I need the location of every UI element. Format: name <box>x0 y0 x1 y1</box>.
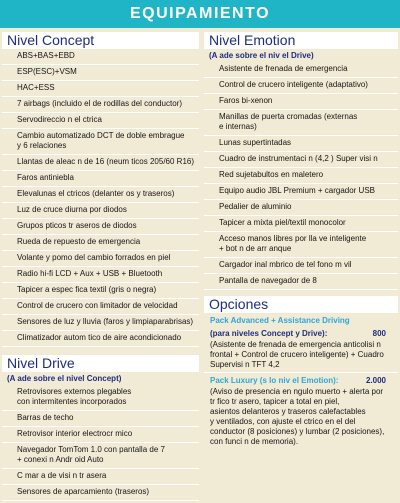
drive-item-text: Barras de techo <box>17 413 74 422</box>
concept-item-text: Climatizador autom tico de aire acondicionado <box>17 333 182 342</box>
emotion-list-item <box>204 110 398 136</box>
emotion-item-text: Pedalier de aluminio <box>219 202 292 211</box>
drive-item-text: Retrovisor interior electrocr mico <box>17 429 133 438</box>
emotion-item-text: Pantalla de navegador de 8 <box>219 276 317 285</box>
concept-list-item <box>2 315 199 331</box>
emotion-item-text: Control de crucero inteligente (adaptativo) <box>219 80 368 89</box>
concept-list-item <box>2 97 199 113</box>
emotion-item-text: Equipo audio JBL Premium + cargador USB <box>219 186 376 195</box>
drive-list <box>2 385 199 501</box>
emotion-item-text: Faros bi-xenon <box>219 96 273 105</box>
emotion-list-item <box>204 232 398 258</box>
pack-title-line <box>204 313 398 326</box>
emotion-item-text: e internas) <box>219 122 257 131</box>
concept-list-item <box>2 113 199 129</box>
emotion-item-text: Manillas de puerta cromadas (externas <box>219 112 358 121</box>
emotion-item-text: Acceso manos libres por lla ve inteligente <box>219 234 367 243</box>
emotion-list-item <box>204 168 398 184</box>
drive-list-item <box>2 411 199 427</box>
concept-item-text: ESP(ESC)+VSM <box>17 67 77 76</box>
emotion-list-item <box>204 216 398 232</box>
pack-name: (para niveles Concept y Drive): <box>210 329 328 338</box>
opciones-list <box>204 313 398 449</box>
concept-item-text: Volante y pomo del cambio forrados en piel <box>17 253 171 262</box>
concept-item-text: Faros antiniebla <box>17 173 74 182</box>
concept-list-item <box>2 235 199 251</box>
emotion-item-text: + bot n de arr anque <box>219 244 292 253</box>
concept-item-text: Tapicer a espec fica textil (gris o negra) <box>17 285 157 294</box>
emotion-item-text: Lunas supertintadas <box>219 138 292 147</box>
concept-item-text: Rueda de repuesto de emergencia <box>17 237 141 246</box>
equipment-body <box>0 28 400 503</box>
concept-list-item <box>2 219 199 235</box>
pack-name: Pack Luxury (s lo niv el Emotion): <box>210 376 339 385</box>
pack-description-line: y ventilados, con ajuste el ctrico en el del <box>210 417 356 426</box>
pack-description-line: (Asistente de frenada de emergencia anticolisi n <box>210 340 381 349</box>
pack-description <box>204 339 398 372</box>
concept-list-item <box>2 203 199 219</box>
concept-list-item <box>2 49 199 65</box>
emotion-item-text: Cargador inal mbrico de tel fono m vil <box>219 260 352 269</box>
drive-list-item <box>2 427 199 443</box>
concept-list-item <box>2 187 199 203</box>
pack-description-line: conductor (8 posiciones) y lumbar (2 posiciones), <box>210 427 385 436</box>
pack-description-line: tr fico tr asero, tapicer a total en piel, <box>210 397 340 406</box>
drive-item-text: C mar a de visi n tr asera <box>17 471 107 480</box>
equipment-header <box>0 0 400 28</box>
concept-list-item <box>2 65 199 81</box>
emotion-list-item <box>204 136 398 152</box>
concept-list-item <box>2 155 199 171</box>
concept-list-item <box>2 251 199 267</box>
emotion-list-item <box>204 152 398 168</box>
concept-item-text: Cambio automatizado DCT de doble embrague <box>17 131 185 140</box>
emotion-list-item <box>204 94 398 110</box>
concept-title: Nivel Concept <box>2 32 199 49</box>
emotion-item-text: Cuadro de instrumentaci n (4,2 ) Super visi n <box>219 154 378 163</box>
emotion-list-item <box>204 184 398 200</box>
concept-list-item <box>2 299 199 315</box>
drive-title: Nivel Drive <box>2 355 199 372</box>
drive-item-text: Sensores de aparcamiento (traseros) <box>17 487 150 496</box>
drive-list-item <box>2 385 199 411</box>
pack-price: 2.000 <box>365 376 386 385</box>
emotion-title: Nivel Emotion <box>204 32 398 49</box>
concept-list-item <box>2 267 199 283</box>
drive-item-text: Navegador TomTom 1.0 con pantalla de 7 <box>17 445 165 454</box>
pack-name: Pack Advanced + Assistance Driving <box>210 316 350 325</box>
pack-description-line: Supervisi n TFT 4,2 <box>210 360 280 369</box>
pack-description-line: (Aviso de presencia en ngulo muerto + alerta por <box>210 387 384 396</box>
concept-list-item <box>2 129 199 155</box>
concept-item-text: Luz de cruce diurna por diodos <box>17 205 127 214</box>
emotion-list-item <box>204 258 398 274</box>
left-column <box>2 28 199 501</box>
concept-item-text: HAC+ESS <box>17 83 55 92</box>
pack-title-line <box>204 326 398 339</box>
concept-item-text: Elevalunas el ctricos (delanter os y traseros) <box>17 189 175 198</box>
drive-item-text: con intermitentes incorporados <box>17 397 127 406</box>
pack-description-line: frontal + Control de crucero inteligente) + Cuadro <box>210 350 384 359</box>
emotion-item-text: Tapicer a mixta piel/textil monocolor <box>219 218 346 227</box>
drive-list-item <box>2 469 199 485</box>
pack-title-line <box>204 373 398 386</box>
emotion-subtitle: (A ade sobre el niv el Drive) <box>209 51 314 60</box>
concept-item-text: y 6 relaciones <box>17 141 67 150</box>
pack-description <box>204 386 398 449</box>
emotion-list-item <box>204 62 398 78</box>
opciones-title: Opciones <box>204 296 398 313</box>
concept-item-text: Servodireccio n el ctrica <box>17 115 102 124</box>
pack-description-line: asientos delanteros y traseros calefactables <box>210 407 366 416</box>
right-column <box>204 28 398 449</box>
pack-description-line: con funci n de memoria). <box>210 437 299 446</box>
concept-item-text: Control de crucero con limitador de velocidad <box>17 301 178 310</box>
emotion-item-text: Asistente de frenada de emergencia <box>219 64 348 73</box>
emotion-list <box>204 62 398 290</box>
drive-list-item <box>2 443 199 469</box>
emotion-list-item <box>204 274 398 290</box>
header-title: EQUIPAMIENTO <box>129 5 271 22</box>
emotion-list-item <box>204 200 398 216</box>
concept-item-text: Llantas de aleac n de 16 (neum ticos 205/60 R16) <box>17 157 195 166</box>
emotion-list-item <box>204 78 398 94</box>
drive-subtitle: (A ade sobre el nivel Concept) <box>7 374 122 383</box>
pack-price: 800 <box>372 329 386 338</box>
concept-list-item <box>2 171 199 187</box>
concept-item-text: Grupos pticos tr aseros de diodos <box>17 221 137 230</box>
drive-list-item <box>2 485 199 501</box>
concept-list <box>2 49 199 347</box>
emotion-item-text: Red sujetabultos en maletero <box>219 170 324 179</box>
concept-item-text: ABS+BAS+EBD <box>17 51 75 60</box>
concept-list-item <box>2 81 199 97</box>
drive-item-text: Retrovisores externos plegables <box>17 387 132 396</box>
drive-item-text: + conexi n Andr oid Auto <box>17 455 104 464</box>
concept-list-item <box>2 331 199 347</box>
concept-item-text: 7 airbags (incluido el de rodillas del conductor) <box>17 99 182 108</box>
concept-list-item <box>2 283 199 299</box>
concept-item-text: Radio hi-fi LCD + Aux + USB + Bluetooth <box>17 269 163 278</box>
concept-item-text: Sensores de luz y lluvia (faros y limpiaparabrisas) <box>17 317 194 326</box>
